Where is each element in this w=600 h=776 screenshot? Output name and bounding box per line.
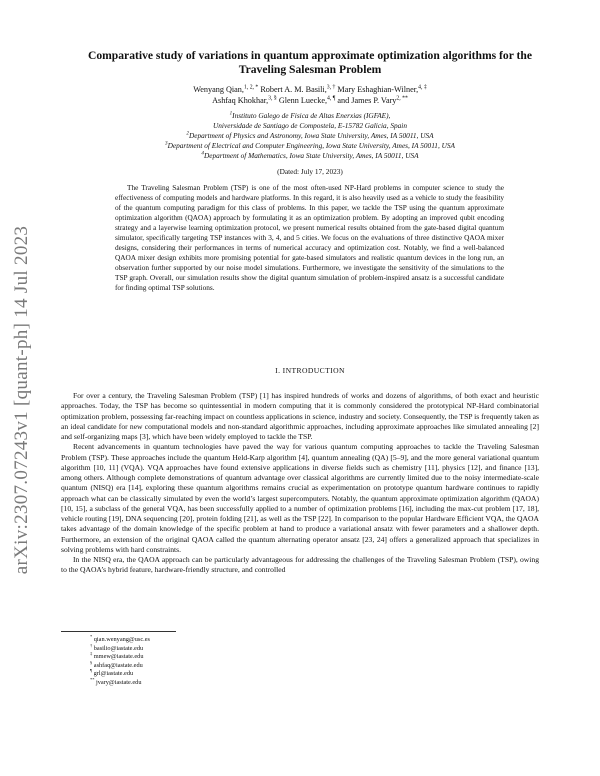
- author: Mary Eshaghian-Wilner,$^{4, \ddagger}$: [337, 84, 427, 94]
- author-list: [80, 84, 540, 106]
- abstract: The Traveling Salesman Problem (TSP) is one of the most often-used NP-Hard problems in computer science to study the effectiveness of computing models and hardware platforms. In this regard, it is also heavily used as a vehicle to study the feasibility of the quantum computing paradigm for this class of problems. In this paper, we tackle the TSP using the quantum approximate optimization algorithm (QAOA) approach by formulating it as an optimization problem. By adopting an improved qubit encoding strategy and a layerwise learning optimization protocol, we present numerical results obtained from the gate-based digital quantum simulator, specifically targeting TSP instances with 3, 4, and 5 cities. We focus on the evaluations of three distinctive QAOA mixer designs, considering their performances in terms of numerical accuracy and optimization cost. Notably, we find a well-balanced QAOA mixer design exhibits more promising potential for gate-based simulators and realistic quantum devices in the long run, an observation further supported by our noise model simulations. Furthermore, we investigate the sensitivity of the simulations to the TSP graph. Overall, our simulation results show the digital quantum simulation of problem-inspired ansatz is a successful candidate for finding optimal TSP solutions.: [115, 183, 504, 292]
- author: Robert A. M. Basili,$^{3, \dagger}$: [260, 84, 336, 94]
- paragraph: Recent advancements in quantum technologies have paved the way for various quantum computing approaches to tackle the Traveling Salesman Problem (TSP). These approaches include the quantum Held-Karp algorithm [4], quantum annealing (QA) [5–9], and the more general variational quantum algorithm [10, 11] (VQA). VQA approaches have found extensive applications in diverse fields such as chemistry [11], physics [12], and finance [13], among others. Although complete demonstrations of quantum advantage over classical algorithms are currently limited due to the noisy intermediate-scale quantum (NISQ) era [14], exploring these quantum algorithms remains crucial as experimentation on prototype quantum hardware continues to rapidly approach what can be classically simulated by even the world’s largest supercomputers. Notably, the quantum approximate optimization algorithm (QAOA) [10, 15], a subclass of the general VQA, has been successfully applied to a number of optimization problems [16], including the max-cut problem [17, 18], vehicle routing [19], DNA sequencing [20], protein folding [21], as well as the TSP [22]. In comparison to the popular Hardware Efficient VQA, the QAOA takes advantage of the domain knowledge of the specific problem at hand to produce a variational ansatz with fewer parameters and a shallower depth. Furthermore, an extension of the original QAOA called the quantum alternating operator ansatz [23, 24] offers a generalized approach that specializes in solving problems with hard constraints.: [61, 442, 539, 554]
- date-line: (Dated: July 17, 2023): [277, 167, 343, 176]
- affiliation: $^4$Department of Mathematics, Iowa State University, Ames, IA 50011, USA: [201, 150, 419, 160]
- paragraph: In the NISQ era, the QAOA approach can be particularly advantageous for addressing the challenges of the Traveling Salesman Problem (TSP), owing to the QAOA’s hybrid feature, hardware-friendly structure, and controlled: [61, 555, 539, 575]
- footnote: * qian.wenyang@usc.es: [90, 633, 150, 643]
- footnote: § ashfaq@iastate.edu: [90, 659, 143, 669]
- author: Glenn Luecke,$^{4, \P}$: [278, 95, 336, 105]
- footnote-list: [90, 633, 390, 688]
- author: Ashfaq Khokhar,$^{3, \S}$: [212, 95, 277, 105]
- affiliation: $^2$Department of Physics and Astronomy, Iowa State University, Ames, IA 50011, USA: [186, 130, 434, 140]
- footnote: ** jvary@iastate.edu: [90, 676, 142, 686]
- body-text: [61, 391, 539, 576]
- section-heading: I. INTRODUCTION: [275, 366, 345, 375]
- footnote: † basilio@iastate.edu: [90, 642, 144, 652]
- affiliation: Universidade de Santiago de Compostela, E-15782 Galicia, Spain: [213, 121, 407, 130]
- footnote-rule: [61, 631, 176, 632]
- author: Wenyang Qian,$^{1, 2, *}$: [193, 84, 259, 94]
- paper-title: Comparative study of variations in quantum approximate optimization algorithms for the Traveling Salesman Problem: [87, 49, 532, 76]
- arxiv-stamp: [4, 210, 40, 590]
- affiliation: $^3$Department of Electrical and Computer Engineering, Iowa State University, Ames, IA 50011, USA: [165, 140, 455, 150]
- arxiv-stamp-text: arXiv:2307.07243v1 [quant-ph] 14 Jul 2023: [11, 225, 32, 575]
- paragraph: For over a century, the Traveling Salesman Problem (TSP) [1] has inspired hundreds of works and dozens of algorithms, of both exact and heuristic approaches. Today, the TSP has become so quintessential in modern computing that it is commonly considered the prototypical NP-Hard combinatorial optimization problem, possessing far-reaching impact on countless applications in science, industry and society. Consequently, the TSP is frequently taken as an ideal candidate for new computational models and non-standard algorithmic approaches, including approximate approaches like simulated annealing [2] and self-organizing maps [3], which have been widely employed to tackle the TSP.: [61, 391, 539, 441]
- footnote: ‡ mmew@iastate.edu: [90, 651, 144, 661]
- footnote: ¶ grl@iastate.edu: [90, 668, 134, 678]
- author: and James P. Vary$^{2, **}$: [337, 95, 408, 105]
- affiliation: $^1$Instituto Galego de Fisica de Altas Enerxias (IGFAE),: [229, 110, 391, 120]
- affiliation-list: [80, 111, 540, 161]
